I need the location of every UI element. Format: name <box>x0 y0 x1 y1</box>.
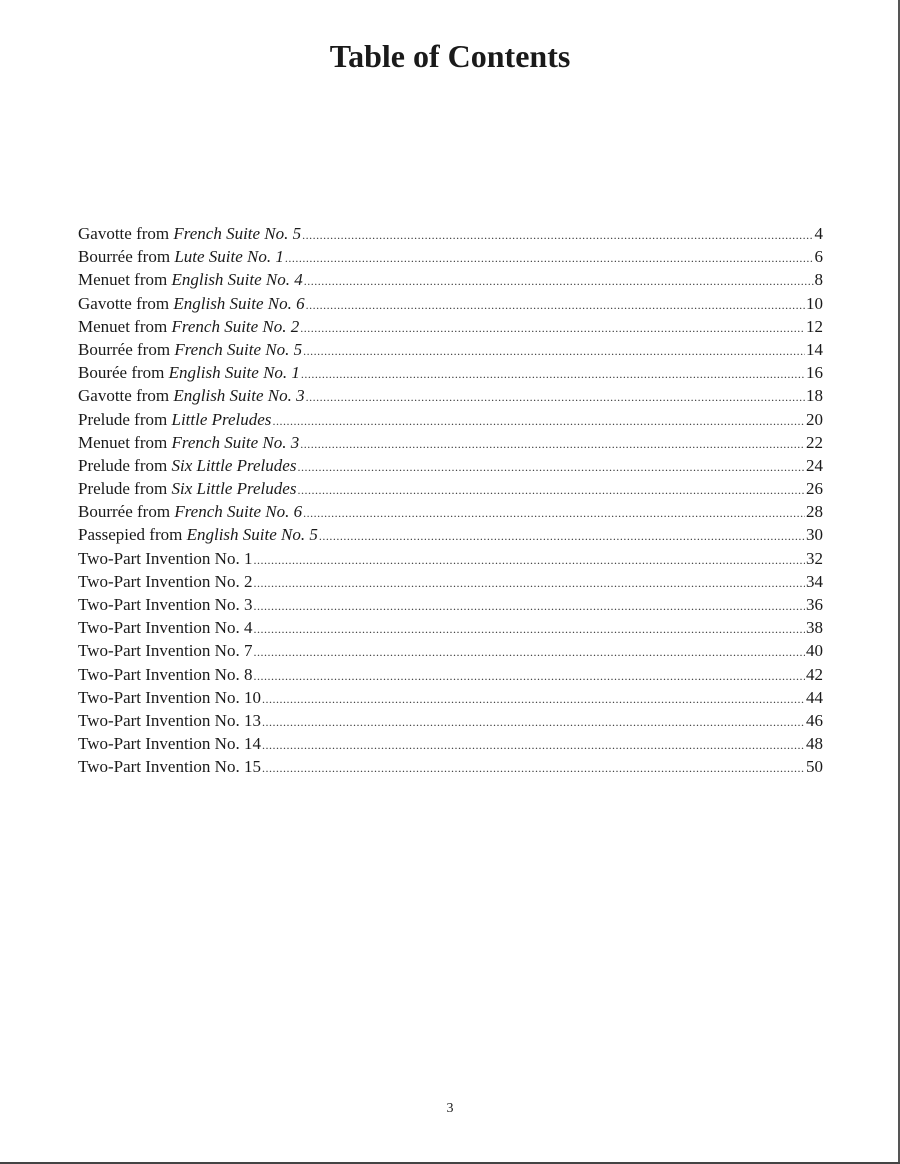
dot-leader <box>304 270 814 291</box>
entry-page-number: 8 <box>814 270 823 290</box>
entry-page-number: 16 <box>806 363 823 383</box>
toc-entry-22[interactable] <box>78 709 823 732</box>
entry-piece: Passepied from <box>78 525 187 545</box>
entry-title <box>78 523 318 546</box>
entry-work: Six Little Preludes <box>171 479 297 499</box>
dot-leader <box>302 224 813 245</box>
entry-work: Little Preludes <box>171 409 272 429</box>
dot-leader <box>303 340 805 361</box>
entry-title <box>78 477 296 500</box>
dot-leader <box>297 479 805 500</box>
entry-work: French Suite No. 6 <box>174 502 303 522</box>
entry-piece: Two-Part Invention No. 15 <box>78 757 261 777</box>
toc-entry-10[interactable] <box>78 431 823 454</box>
entry-piece: Two-Part Invention No. 13 <box>78 710 261 730</box>
entry-title <box>78 431 299 454</box>
toc-entry-13[interactable] <box>78 500 823 523</box>
entry-page-number: 40 <box>806 641 823 661</box>
entry-piece: Gavotte from <box>78 293 174 313</box>
entry-title <box>78 732 261 755</box>
entry-work: Six Little Preludes <box>171 455 297 475</box>
toc-entry-17[interactable] <box>78 593 823 616</box>
entry-piece: Two-Part Invention No. 7 <box>78 641 253 661</box>
entry-page-number: 34 <box>806 571 823 591</box>
dot-leader <box>262 711 805 732</box>
entry-piece: Gavotte from <box>78 224 174 243</box>
entry-piece: Menuet from <box>78 432 172 452</box>
entry-work: French Suite No. 3 <box>171 432 300 452</box>
dot-leader <box>272 410 805 431</box>
entry-title <box>78 570 252 593</box>
dot-leader <box>253 665 805 686</box>
entry-page-number: 46 <box>806 710 823 730</box>
entry-page-number: 4 <box>814 224 823 243</box>
entry-page-number: 38 <box>806 618 823 638</box>
entry-page-number: 44 <box>806 687 823 707</box>
entry-page-number: 48 <box>806 734 823 754</box>
entry-work: French Suite No. 5 <box>173 224 302 243</box>
dot-leader <box>319 525 805 546</box>
entry-piece: Two-Part Invention No. 10 <box>78 687 261 707</box>
entry-page-number: 24 <box>806 455 823 475</box>
toc-entry-8[interactable] <box>78 384 823 407</box>
entry-page-number: 12 <box>806 316 823 336</box>
entry-title <box>78 663 252 686</box>
dot-leader <box>262 734 805 755</box>
toc-entry-18[interactable] <box>78 616 823 639</box>
entry-piece: Bourrée from <box>78 339 175 359</box>
entry-title <box>78 755 261 778</box>
toc-entry-2[interactable] <box>78 245 823 268</box>
entry-title <box>78 338 302 361</box>
dot-leader <box>306 294 805 315</box>
page-number: 3 <box>446 1101 454 1116</box>
entry-page-number: 50 <box>806 757 823 777</box>
dot-leader <box>262 688 805 709</box>
entry-title <box>78 245 284 268</box>
toc-entry-12[interactable] <box>78 477 823 500</box>
toc-entry-23[interactable] <box>78 732 823 755</box>
dot-leader <box>253 641 805 662</box>
entry-work: French Suite No. 2 <box>171 316 300 336</box>
entry-page-number: 32 <box>806 548 823 568</box>
entry-work: English Suite No. 1 <box>168 363 300 383</box>
entry-piece: Menuet from <box>78 316 172 336</box>
dot-leader <box>306 386 805 407</box>
entry-page-number: 10 <box>806 293 823 313</box>
entry-work: English Suite No. 3 <box>173 386 305 406</box>
dot-leader <box>301 363 805 384</box>
toc-entry-3[interactable] <box>78 268 823 291</box>
entry-title <box>78 639 252 662</box>
dot-leader <box>303 502 805 523</box>
entry-title <box>78 454 296 477</box>
dot-leader <box>300 317 805 338</box>
dot-leader <box>297 456 805 477</box>
toc-entry-24[interactable] <box>78 755 823 778</box>
entry-title <box>78 222 301 245</box>
entry-piece: Bourrée from <box>78 502 175 522</box>
entry-title <box>78 547 252 570</box>
entry-work: English Suite No. 5 <box>186 525 318 545</box>
entry-piece: Prelude from <box>78 479 172 499</box>
toc-entry-9[interactable] <box>78 408 823 431</box>
dot-leader <box>300 433 805 454</box>
entry-title <box>78 500 302 523</box>
entry-page-number: 30 <box>806 525 823 545</box>
toc-entry-1[interactable] <box>78 222 823 245</box>
toc-entry-15[interactable] <box>78 547 823 570</box>
entry-piece: Two-Part Invention No. 14 <box>78 734 261 754</box>
entry-title <box>78 361 300 384</box>
toc-entry-21[interactable] <box>78 686 823 709</box>
entry-title <box>78 593 252 616</box>
entry-piece: Two-Part Invention No. 4 <box>78 618 253 638</box>
entry-page-number: 36 <box>806 595 823 614</box>
page-title: Table of Contents <box>329 38 571 74</box>
entry-title <box>78 315 299 338</box>
entry-page-number: 26 <box>806 479 823 499</box>
dot-leader <box>253 595 805 616</box>
entry-piece: Bourée from <box>78 363 169 383</box>
table-of-contents-list <box>78 222 823 779</box>
entry-page-number: 20 <box>806 409 823 429</box>
entry-page-number: 6 <box>814 247 823 267</box>
entry-page-number: 42 <box>806 664 823 684</box>
entry-title <box>78 268 303 291</box>
toc-entry-6[interactable] <box>78 338 823 361</box>
dot-leader <box>253 549 805 570</box>
entry-title <box>78 709 261 732</box>
entry-piece: Bourrée from <box>78 247 175 267</box>
toc-entry-14[interactable] <box>78 523 823 546</box>
entry-piece: Two-Part Invention No. 1 <box>78 548 253 568</box>
entry-title <box>78 292 305 315</box>
dot-leader <box>262 757 805 778</box>
entry-title <box>78 408 271 431</box>
toc-entry-5[interactable] <box>78 315 823 338</box>
dot-leader <box>253 572 805 593</box>
toc-entry-16[interactable] <box>78 570 823 593</box>
toc-entry-11[interactable] <box>78 454 823 477</box>
entry-page-number: 14 <box>806 339 823 359</box>
toc-entry-20[interactable] <box>78 663 823 686</box>
entry-work: French Suite No. 5 <box>174 339 303 359</box>
entry-piece: Two-Part Invention No. 3 <box>78 595 253 614</box>
dot-leader <box>285 247 814 268</box>
entry-piece: Menuet from <box>78 270 172 290</box>
entry-page-number: 22 <box>806 432 823 452</box>
entry-title <box>78 686 261 709</box>
entry-piece: Gavotte from <box>78 386 174 406</box>
entry-work: Lute Suite No. 1 <box>174 247 284 267</box>
entry-piece: Two-Part Invention No. 2 <box>78 571 253 591</box>
toc-entry-19[interactable] <box>78 639 823 662</box>
entry-title <box>78 384 305 407</box>
entry-page-number: 18 <box>806 386 823 406</box>
toc-entry-4[interactable] <box>78 292 823 315</box>
entry-work: English Suite No. 6 <box>173 293 305 313</box>
entry-title <box>78 616 252 639</box>
entry-work: English Suite No. 4 <box>171 270 303 290</box>
entry-piece: Prelude from <box>78 409 172 429</box>
toc-entry-7[interactable] <box>78 361 823 384</box>
entry-piece: Two-Part Invention No. 8 <box>78 664 253 684</box>
entry-page-number: 28 <box>806 502 823 522</box>
dot-leader <box>253 618 805 639</box>
entry-piece: Prelude from <box>78 455 172 475</box>
